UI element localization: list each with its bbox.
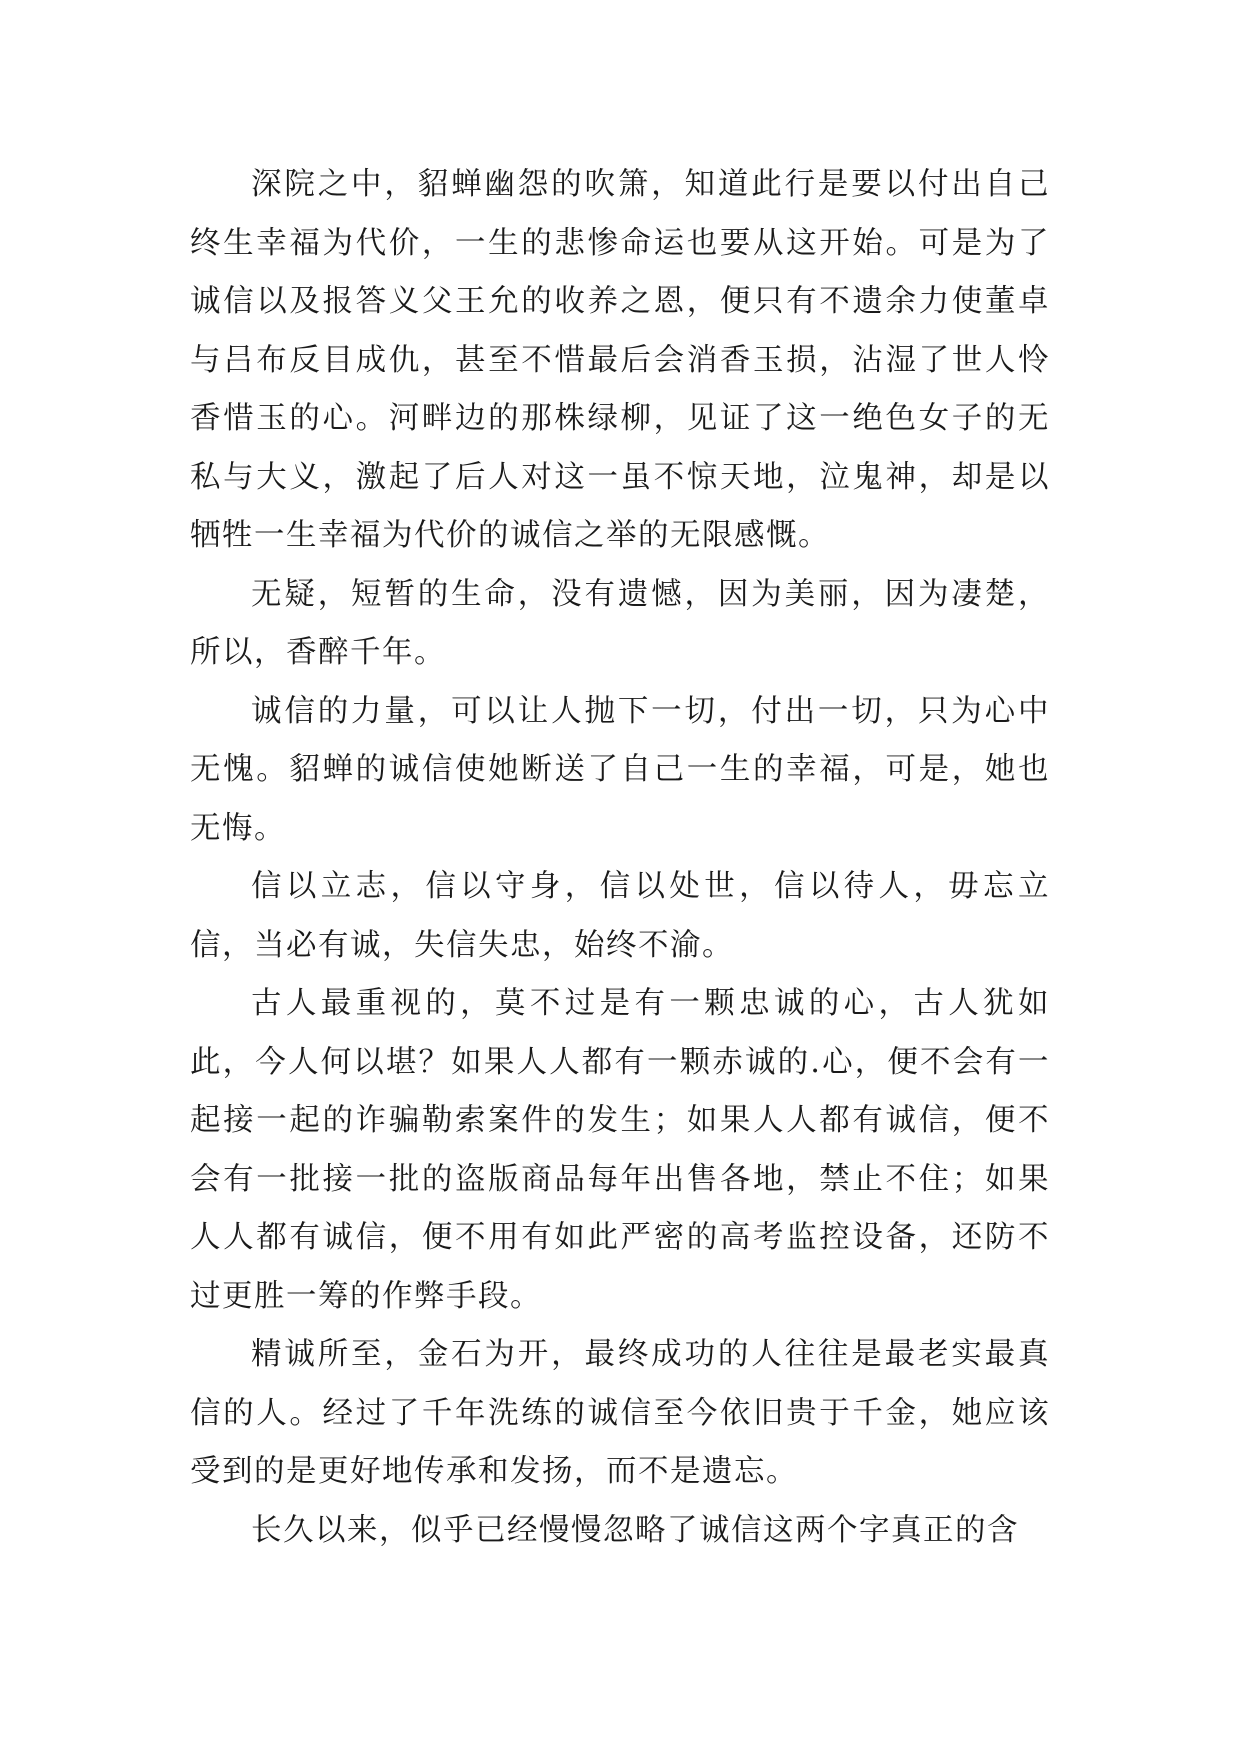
paragraph-2: 无疑，短暂的生命，没有遗憾，因为美丽，因为凄楚，所以，香醉千年。 [190, 576, 1050, 670]
paragraph-7: 长久以来，似乎已经慢慢忽略了诚信这两个字真正的含 [251, 1512, 1019, 1548]
paragraph-3: 诚信的力量，可以让人抛下一切，付出一切，只为心中无愧。貂蝉的诚信使她断送了自己一生的幸福，可是，她也无悔。 [190, 693, 1050, 846]
paragraph-6: 精诚所至，金石为开，最终成功的人往往是最老实最真信的人。经过了千年洗练的诚信至今依旧贵于千金，她应该受到的是更好地传承和发扬，而不是遗忘。 [190, 1337, 1050, 1489]
document-body [190, 156, 1050, 1560]
paragraph-4: 信以立志，信以守身，信以处世，信以待人，毋忘立信，当必有诚，失信失忠，始终不渝。 [190, 869, 1050, 963]
paragraph-5: 古人最重视的，莫不过是有一颗忠诚的心，古人犹如此，今人何以堪？如果人人都有一颗赤诚的.心，便不会有一起接一起的诈骗勒索案件的发生；如果人人都有诚信，便不会有一批接一批的盗版商品每年出售各地，禁止不住；如果人人都有诚信，便不用有如此严密的高考监控设备，还防不过更胜一筹的作弊手段。 [190, 986, 1050, 1314]
paragraph-1: 深院之中，貂蝉幽怨的吹箫，知道此行是要以付出自己终生幸福为代价，一生的悲惨命运也要从这开始。可是为了诚信以及报答义父王允的收养之恩，便只有不遗余力使董卓与吕布反目成仇，甚至不惜最后会消香玉损，沾湿了世人怜香惜玉的心。河畔边的那株绿柳，见证了这一绝色女子的无私与大义，激起了后人对这一虽不惊天地，泣鬼神，却是以牺牲一生幸福为代价的诚信之举的无限感慨。 [190, 167, 1050, 553]
